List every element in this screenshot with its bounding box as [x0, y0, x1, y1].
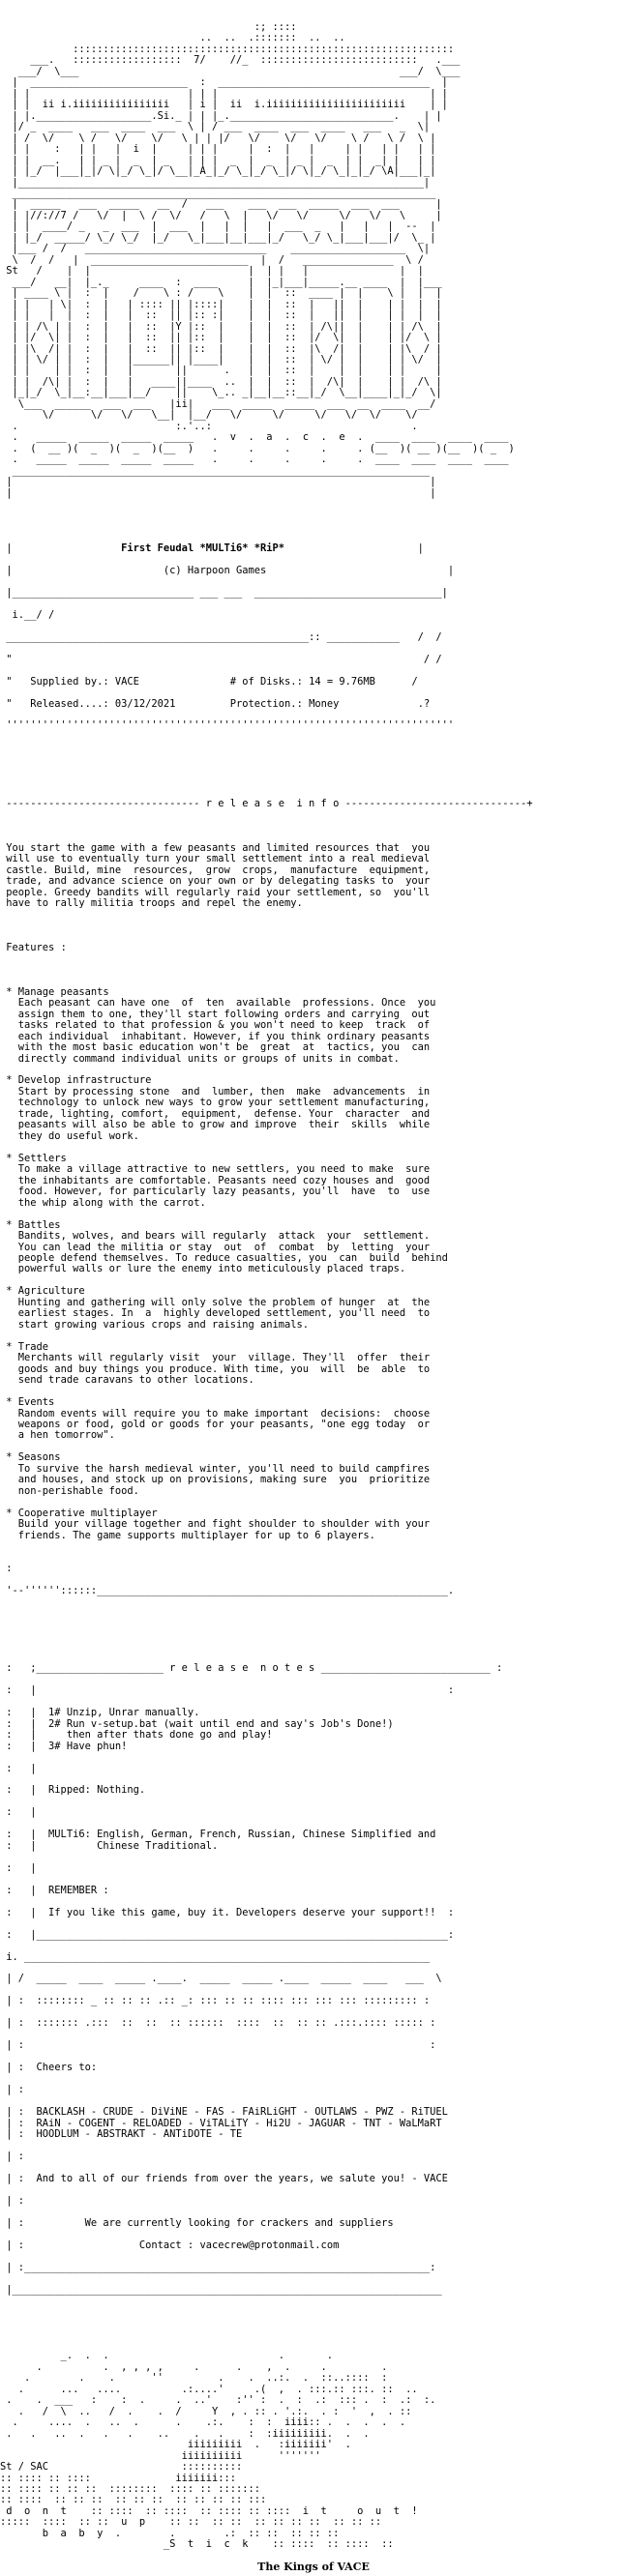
- supplied-label: Supplied by.:: [30, 675, 109, 688]
- footer-line: :: :::: :: :::: iiiiiii:::: [0, 2472, 236, 2484]
- notes-step: then after thats done go and play!: [48, 1729, 273, 1742]
- art-line: | | \/ | | : | |______|| |____| | | :: | \/ | | | | \/ |: [0, 354, 442, 366]
- footer-line: _. . . . .: [0, 2350, 334, 2362]
- feature-line: goods and buy things you produce. With time, you will be able to: [6, 1362, 431, 1375]
- footer-line: :: :::: :: :: :: :::::::: :::: :: :::::::: [0, 2483, 260, 2495]
- footer-line: . . ___ : : . . ..' :'' : . : .: ::: . : .: :.: [0, 2394, 436, 2407]
- art-line: | |_/ |___|_|/ \|_/ \_|/ \__|_A_|_/ \_|_/ \_|/ \|_/ \_|_|_/ \A|___|_|: [0, 165, 436, 178]
- release-title: First Feudal *MULTi6* *RiP*: [121, 542, 285, 554]
- art-line: | | __. | | _ | _ | _ | | | _ | _ | _ | _ | | _| | | |: [0, 154, 436, 166]
- art-line: | |_/ _____/ \_/ \_/ |_/ \_|___|__|___|_/ \_/ \_|___|___|/ \_ |: [0, 231, 436, 244]
- art-line: . :.'..: .: [0, 420, 418, 432]
- publisher: (c) Harpoon Games: [163, 564, 267, 576]
- feature-line: To make a village attractive to new settlers, you need to make sure: [6, 1163, 431, 1176]
- cheers-label: Cheers to:: [36, 2062, 98, 2074]
- notes-step: 3# Have phun!: [48, 1740, 128, 1752]
- art-line: | | | \| : | | :::: || |::::| | | :: | || | | | | |: [0, 298, 442, 310]
- disks-value: 14 = 9.76MB: [309, 675, 375, 688]
- release-notes-header: r e l e a s e n o t e s: [169, 1662, 315, 1675]
- art-line: St / | | | | | | | |: [0, 265, 424, 278]
- feature-line: send trade caravans to other locations.: [6, 1374, 254, 1387]
- art-line: \/ \/ \/ \__| |__/ \/ \/ \/ \/ \/ \/: [0, 409, 418, 422]
- art-line: ___. :::::::::::::::::: 7/ //_ :::::::::::::::::::::::::: .___: [0, 54, 461, 67]
- art-line: | |/ \| | : | | :: || |:: | | | :: |/ \| | | |/ \ |: [0, 332, 442, 344]
- notes-steps: : | 1# Unzip, Unrar manually. : | 2# Run v-setup.bat (wait until end and say's Job's Done!) : | then after thats done go and play! : | 3# Have phun!: [0, 1707, 394, 1752]
- feature-line: the inhabitants are comfortable. Peasants need cozy houses and good: [6, 1174, 431, 1186]
- features-label: Features :: [6, 941, 67, 953]
- looking-line: We are currently looking for crackers and suppliers: [84, 2216, 394, 2229]
- art-line: | _____ ___ _____ __ / ___ ___ ___ _____ ___ ___ |: [0, 198, 442, 211]
- feature-title: * Trade: [0, 1340, 49, 1353]
- multi-line: MULTi6: English, German, French, Russian, Chinese Simplified and: [48, 1829, 436, 1841]
- footer-line: . / \ .. / . . / Y , . :: . '.:. . : ' , . ::: [0, 2405, 412, 2417]
- feature-line: each individual inhabitant. However, if you think ordinary peasants: [6, 1030, 431, 1042]
- footer-line: . . .. . . . .. . . : :iiiiiiiii. . .: [0, 2427, 370, 2440]
- release-info-section: -------------------------------- r e l e a s e i n f o ------------------------------+ You start the game with a few peasants and limited resources that you will use to eventually turn your small settlement into a real medieval castle. Build, mine resources, grow crops, manufacture equipment, trade, and advance science on your own or by delegating tasks to your people. Greedy bandits will regularly raid your settlement, so you'll have to rally militia troops and repel the enemy. Features : * Manage peasants Each peasant can have one of ten available professions. Once you assign them to one, they'll start following orders and carrying out tasks related to that profession & you won't need to keep track of each individual inhabitant. However, if you think ordinary peasants with the most basic education won't be great at tactics, you can directly command individual units or groups of units in combat. * Develop infrastructure Start by processing stone and lumber, then make advancements in technology to unlock new ways to grow your settlement manufacturing, trade, lighting, comfort, equipment, defense. Your character and peasants will also be able to grow and improve their skills while they do useful work. * Settlers To make a village attractive to new settlers, you need to make sure the inhabitants are comfortable. Peasants need cozy houses and good food. However, for particularly lazy peasants, you'll have to use the whip along with the carrot. * Battles Bandits, wolves, and bears will regularly attack your settlement. You can lead the militia or stay out of combat by letting your people defend themselves. To reduce casualties, you can build behind powerful walls or lure the enemy into meticulously placed traps. * Agriculture Hunting and gathering will only solve the problem of hunger at the earliest stages. In a highly developed settlement, you'll need to start growing various crops and raising animals. * Trade Merchants will regularly visit your village. They'll offer their goods and buy things you produce. With time, you will be able to send trade caravans to other locations. * Events Random events will require you to make important decisions: choose weapons or food, gold or goods for your peasants, "one egg today or a hen tomorrow". * Seasons To survive the harsh medieval winter, you'll need to build campfires and houses, and stock up on provisions, making sure you prioritize non-perishable food. * Cooperative multiplayer Build your village together and fight shoulder to shoulder with your friends. The game supports multiplayer for up to 6 players. : '--''''''::::::__________________________________________________________.: [0, 787, 627, 1619]
- feature-line: with the most basic education won't be great at tactics, you can: [6, 1041, 431, 1054]
- art-line: | | | | : | | :: || |:: :| | | :: | || | | | | |: [0, 309, 442, 322]
- feature-line: Build your village together and fight shoulder to shoulder with your: [6, 1518, 431, 1531]
- footer-line: :: :::: :: :: :: :: :: :: :: :: :: :: :::: [0, 2494, 267, 2506]
- notes-multi: : | MULTi6: English, German, French, Russian, Chinese Simplified and : | Chinese Traditional.: [0, 1829, 436, 1852]
- art-line: | |: [0, 486, 436, 499]
- feature-line: You can lead the militia or stay out of combat by letting your: [6, 1241, 431, 1253]
- feature-line: people defend themselves. To reduce casualties, you can build behind: [6, 1251, 448, 1264]
- feature-line: trade, lighting, comfort, equipment, defense. Your character and: [6, 1107, 431, 1120]
- intro-line: will use to eventually turn your small settlement into a real medieval: [6, 853, 431, 865]
- release-notes-section: : ;_____________________ r e l e a s e n o t e s ____________________________ : : | : : | 1# Unzip, Unrar manually. : | 2# Run v-setup.bat (wait until end and say's Job's Done!) : | then after thats done go and play! : | 3# Have phun! : | : | Ripped: Nothing. : | : | MULTi6: English, German, French, Russian, Chinese Simplified and : | Chinese Traditional. : | : | REMEMBER : : | If you like this game, buy it. Developers deserve your support!! : : |____________________________________________________________________: i. ___________________________________________________________________ | / _____ ____ _____ .____. _____ _____ .____ _____ ____ ___ \ | : :::::::: _ :: :: :: .:: _: ::: :: :: :::: ::: ::: ::: ::::::::: : | : ::::::: .::: :: :: :: :::::: :::: :: :: :: .:::.:::: ::::: : | : : | : Cheers to: | : | : BACKLASH - CRUDE - DiViNE - FAS - FAiRLiGHT - OUTLAWS - PWZ - RiTUEL | : RAiN - COGENT - RELOADED - ViTALiTY - Hi2U - JAGUAR - TNT - WaLMaRT | : HOODLUM - ABSTRAKT - ANTiDOTE - TE | : | : And to all of our friends from over the years, we salute you! - VACE | : | : We are currently looking for crackers and suppliers | : Contact : vacecrew@protonmail.com | :___________________________________________________________________: |_______________________________________________________________________: [0, 1653, 627, 2318]
- footer-line: . ... .... .:....' .( , . :::.:: :::. :: ..: [0, 2383, 418, 2395]
- art-line: \___ ______ ___ ___ |ii| ___ _____ _____ ___ __ ____ __/: [0, 397, 436, 410]
- feature-line: Start by processing stone and lumber, then make advancements in: [6, 1085, 431, 1098]
- feature-title: * Develop infrastructure: [0, 1074, 152, 1087]
- art-line: | __________________________ : ___________________________________ |: [0, 76, 448, 89]
- feature-line: start growing various crops and raising animals.: [6, 1318, 310, 1331]
- header-art: [0, 22, 627, 499]
- art-line: | / \/ \ / \/ \/ \ | | |/ \/ \/ \/ \ / \ / \ |: [0, 132, 436, 144]
- feature-line: assign them to one, they'll start following orders and carrying out: [6, 1008, 431, 1020]
- art-line: |/ _ ____ ___ ____ ___ \ | / ___ ____ ___ ____ ___ _ \|: [0, 121, 431, 133]
- art-line: | | | | : | | || . | | :: | | | | | |: [0, 365, 442, 377]
- release-banner: | First Feudal *MULTi6* *RiP* | | (c) Harpoon Games | |______________________________ ___ ___ _______________________________| i.__/ / __________________________________________________:: ____________ / / " / / " Supplied by.: VACE # of Disks.: 14 = 9.76MB / " Released....: 03/12/2021 Protection.: Money .? '''''''''''''''''''''''''''''''''''''''''''''''''''''''''''''''''''''''''': [0, 542, 455, 732]
- disks-label: # of Disks.:: [229, 675, 303, 688]
- feature-line: Random events will require you to make important decisions: choose: [6, 1407, 431, 1420]
- remember-label: REMEMBER :: [48, 1884, 109, 1896]
- intro-line: castle. Build, mine resources, grow crops, manufacture equipment,: [6, 864, 431, 876]
- footer-line: . . . '' . . ..:. . ::..:::: :: [0, 2372, 388, 2385]
- art-line: | | /\| | : | | ____||____ .. | | :: | /\| | | | /\ |: [0, 375, 442, 388]
- art-line: | ____ \ | : | / \ : / \ | | :: ____ | | \ | | |: [0, 287, 442, 300]
- feature-line: directly command individual units or groups of units in combat.: [6, 1052, 400, 1065]
- art-line: |_|_/ \_|__:__|___|__/ || \_.. _|__|__::__|_/ \__|____|_|_/ \|: [0, 387, 442, 399]
- art-line: :; ::::: [0, 20, 297, 33]
- greet-group: HOODLUM - ABSTRAKT - ANTiDOTE - TE: [36, 2128, 243, 2140]
- multi-line: Chinese Traditional.: [48, 1839, 219, 1852]
- feature-line: friends. The game supports multiplayer for up to 6 players.: [6, 1529, 375, 1541]
- intro-line: trade, and advance science on your own or by delegating tasks to your: [6, 875, 431, 888]
- art-line: . _____ _____ _____ _____ . v . a . c . e . ____ ____ ____ ____: [0, 431, 509, 444]
- contact-line: Contact : vacecrew@protonmail.com: [138, 2239, 340, 2251]
- feature-title: * Events: [0, 1396, 55, 1409]
- art-line: ___/ __| |_._ ____ : ____ | |_|___|_____.__ ____ | |___: [0, 276, 442, 288]
- feature-line: Each peasant can have one of ten available professions. Once you: [6, 997, 436, 1010]
- remember-text: If you like this game, buy it. Developers deserve your support!!: [48, 1906, 436, 1918]
- footer-line: b a b y . . .: :: :: :: :: ::: [0, 2527, 340, 2539]
- footer-line: iiiiiiiii . :iiiiiii' .: [0, 2439, 351, 2451]
- protection-label: Protection.:: [229, 697, 303, 710]
- feature-line: powerful walls or lure the enemy into meticulously placed traps.: [6, 1263, 406, 1275]
- art-line: | | ii i.iiiiiiiiiiiiiiii | i | ii i.iiiiiiiiiiiiiiiiiiiiiii | |: [0, 99, 448, 111]
- notes-step: 1# Unzip, Unrar manually.: [48, 1707, 200, 1719]
- art-line: | |: [0, 476, 436, 488]
- art-line: \ / / | __________________________ | / _______________ \ /: [0, 253, 424, 266]
- art-line: | | /\ | | : | | :: |Y |:: | | | :: | /\|| | | | /\ |: [0, 320, 442, 333]
- features-list: [0, 987, 627, 1553]
- feature-title: * Seasons: [0, 1451, 61, 1464]
- art-line: | | ____/ _ _ ___ | ___ | | | | ___ _ | | | -- |: [0, 220, 436, 233]
- feature-title: * Settlers: [0, 1152, 67, 1164]
- art-line: | | | | | | |: [0, 87, 448, 100]
- feature-line: weapons or food, gold or goods for your peasants, "one egg today or: [6, 1419, 431, 1430]
- salute-line: And to all of our friends from over the years, we salute you! - VACE: [36, 2172, 448, 2184]
- footer-art: [0, 2351, 627, 2550]
- supplied-value: VACE: [114, 675, 139, 688]
- footer-line: . . , , , , . . , . . .: [0, 2360, 388, 2373]
- feature-line: earliest stages. In a highly developed settlement, you'll need to: [6, 1307, 431, 1320]
- notes-step: 2# Run v-setup.bat (wait until end and say's Job's Done!): [48, 1717, 394, 1730]
- art-line: | |.___________________.Si._ | | |_.___________________________. | |: [0, 109, 442, 122]
- feature-line: tasks related to that profession & you won't need to keep track of: [6, 1019, 431, 1032]
- feature-line: technology to unlock new ways to grow your settlement manufacturing,: [6, 1097, 431, 1109]
- feature-line: non-perishable food.: [6, 1484, 139, 1497]
- feature-line: To survive the harsh medieval winter, you'll need to build campfires: [6, 1462, 431, 1475]
- art-line: . _____ _____ _____ _____ . . . . . ____ ____ ____ ____: [0, 454, 509, 466]
- art-line: :::::::::::::::::::::::::::::::::::::::::::::::::::::::::::::::: [0, 43, 455, 55]
- art-line: _____________________________________________________________________: [0, 464, 431, 477]
- tagline: The Kings of VACE: [257, 2561, 370, 2573]
- footer-line: . .... . .. . . .:. : : iiii:: . . . . .: [0, 2416, 406, 2429]
- art-line: ___/ \___ ___/ \___: [0, 65, 461, 77]
- release-info-header: r e l e a s e i n f o: [205, 797, 340, 809]
- footer-line: ::::: :::: :: :: u p :: :: :: :: :: :: :: :: :: :: ::: [0, 2516, 382, 2529]
- feature-line: and houses, and stock up on provisions, making sure you prioritize: [6, 1474, 431, 1486]
- feature-line: a hen tomorrow".: [6, 1429, 115, 1442]
- feature-title: * Agriculture: [0, 1285, 85, 1298]
- feature-line: Hunting and gathering will only solve the problem of hunger at the: [6, 1296, 431, 1308]
- greets-groups: | : BACKLASH - CRUDE - DiViNE - FAS - FAiRLiGHT - OUTLAWS - PWZ - RiTUEL | : RAiN - COGENT - RELOADED - ViTALiTY - Hi2U - JAGUAR - TNT - WaLMaRT | : HOODLUM - ABSTRAKT - ANTiDOTE - TE: [0, 2106, 448, 2140]
- feature-line: food. However, for particularly lazy peasants, you'll have to use: [6, 1186, 431, 1198]
- footer-line: d o n t :: :::: :: :::: :: :::: :: :::: i t o u t !: [0, 2504, 418, 2517]
- art-line: | |//://7 / \/ | \ / \/ / \ | \/ \/ \/ \/ \ |: [0, 209, 442, 221]
- art-line: | |\ /| | : | | :: || |:: | | | :: |\ /| | | |\ / |: [0, 342, 442, 355]
- feature-title: * Battles: [0, 1218, 61, 1231]
- feature-line: peasants will also be able to grow and improve their skills while: [6, 1119, 431, 1131]
- intro-line: have to rally militia troops and repel the enemy.: [6, 896, 303, 909]
- ripped-line: Ripped: Nothing.: [48, 1784, 146, 1797]
- greet-group: RAiN - COGENT - RELOADED - ViTALiTY - Hi2U - JAGUAR - TNT - WaLMaRT: [36, 2117, 442, 2129]
- feature-line: Merchants will regularly visit your village. They'll offer their: [6, 1352, 431, 1364]
- feature-title: * Cooperative multiplayer: [0, 1507, 158, 1519]
- footer-line: iiiiiiiiii ''''''': [0, 2449, 321, 2462]
- art-line: .. .. .::::::: .. ..: [0, 32, 345, 44]
- released-label: Released....:: [30, 697, 109, 710]
- art-line: | | : | | | i | | | | | : | | | | | | | |: [0, 143, 436, 156]
- feature-line: the whip along with the carrot.: [6, 1196, 206, 1209]
- protection-value: Money: [309, 697, 340, 710]
- art-line: |___ / / ______________________________ ___________________ \|: [0, 243, 431, 255]
- feature-line: Bandits, wolves, and bears will regularly attack your settlement.: [6, 1230, 431, 1243]
- feature-line: they do useful work.: [6, 1129, 139, 1142]
- art-line: . ( __ )( _ )( _ )(__ ) . . . . . (__ )( __ )(__ )( _ ): [0, 442, 515, 454]
- released-value: 03/12/2021: [114, 697, 176, 710]
- intro-line: You start the game with a few peasants and limited resources that you: [6, 841, 431, 854]
- info-intro: [0, 843, 627, 910]
- art-line: ______________________________________________________________________: [0, 187, 436, 199]
- footer-line: _S t i c k :: :::: :: :::: ::: [0, 2538, 394, 2551]
- feature-title: * Manage peasants: [0, 985, 109, 998]
- intro-line: people. Greedy bandits will regularly raid your settlement, so you'll: [6, 886, 431, 898]
- footer-line: St / SAC ::::::::::: [0, 2461, 243, 2474]
- art-line: |___________________________________________________________________|: [0, 176, 431, 189]
- greet-group: BACKLASH - CRUDE - DiViNE - FAS - FAiRLiGHT - OUTLAWS - PWZ - RiTUEL: [36, 2106, 448, 2119]
